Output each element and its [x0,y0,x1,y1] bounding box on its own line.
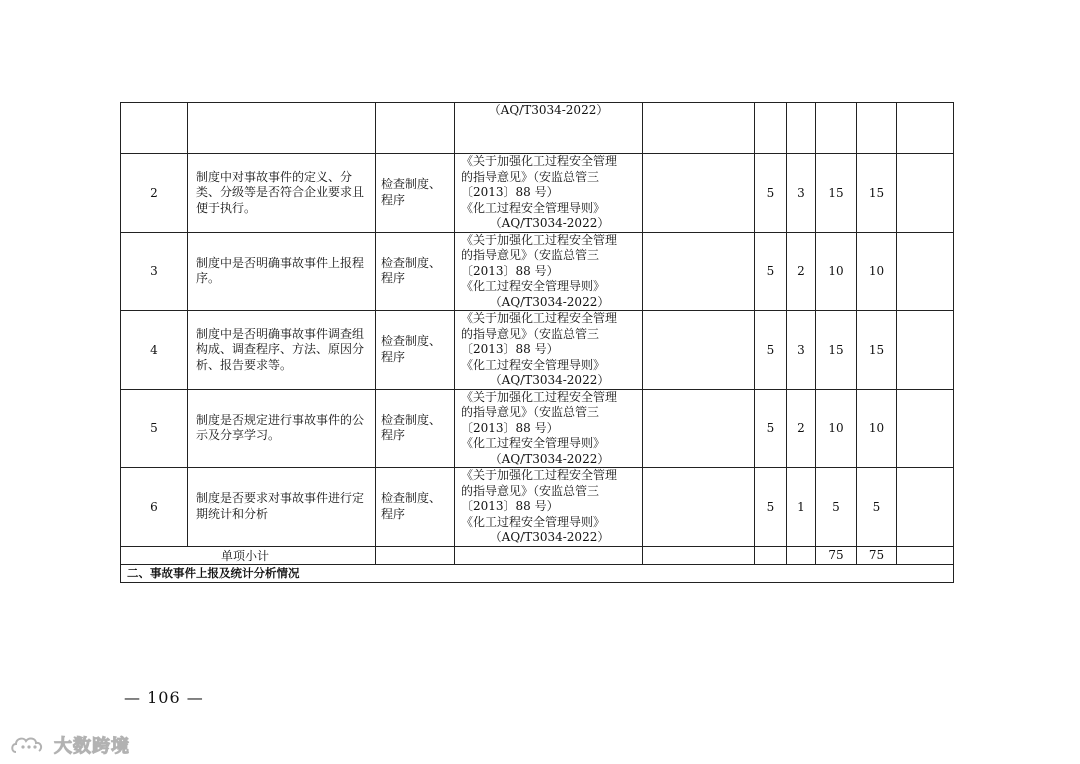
basis-line: 《关于加强化工过程安全管理 [461,389,618,404]
cell-method: 检查制度、程序 [376,311,455,390]
table-row [121,232,954,311]
basis-line: 《化工过程安全管理导则》 [461,200,606,215]
watermark [10,732,130,758]
table-row [121,389,954,468]
basis-line: 《化工过程安全管理导则》 [461,279,606,293]
cell-c1: 5 [755,389,787,468]
table-row [121,468,954,547]
cell-blank [643,154,755,233]
cell-basis [455,232,643,311]
cell-content [188,103,376,154]
basis-line: 〔2013〕88 号） [461,263,559,278]
basis-line: 《关于加强化工过程安全管理 [461,232,618,247]
cell-c3: 15 [816,311,857,390]
cell-content: 制度是否要求对事故事件进行定期统计和分析 [188,468,376,547]
cloud-logo-icon [10,734,50,756]
subtotal-row [121,546,954,564]
subtotal-c3: 75 [816,546,857,564]
cell-c4: 5 [857,468,897,547]
basis-line: 的指导意见》（安监总管三 [461,405,600,419]
basis-line: 《化工过程安全管理导则》 [461,357,606,372]
cell-c4: 10 [857,389,897,468]
cell-method: 检查制度、程序 [376,154,455,233]
cell-basis: （AQ/T3034-2022） [455,103,643,154]
cell-content: 制度中是否明确事故事件上报程序。 [188,232,376,311]
subtotal-label: 单项小计 [121,546,376,564]
basis-line: （AQ/T3034-2022） [489,373,610,387]
basis-line: 〔2013〕88 号） [461,185,559,199]
cell-c4: 15 [857,311,897,390]
cell-no: 6 [121,468,188,547]
basis-line: 〔2013〕88 号） [461,420,559,435]
evaluation-table [120,102,954,583]
basis-line: （AQ/T3034-2022） [489,216,610,230]
cell-basis [455,468,643,547]
basis-line: 《关于加强化工过程安全管理 [461,154,618,168]
cell-blank [897,468,954,547]
cell-c1: 5 [755,232,787,311]
cell-basis [455,389,643,468]
cell-c1: 5 [755,154,787,233]
cell-c3: 10 [816,232,857,311]
cell-basis [455,311,643,390]
basis-line: 《化工过程安全管理导则》 [461,514,606,529]
basis-line: 的指导意见》（安监总管三 [461,248,600,262]
cell-blank [643,468,755,547]
watermark-text: 大数跨境 [54,736,130,757]
cell-no: 3 [121,232,188,311]
cell-method: 检查制度、程序 [376,389,455,468]
basis-line: 《关于加强化工过程安全管理 [461,468,618,482]
cell-c4: 15 [857,154,897,233]
basis-line: （AQ/T3034-2022） [489,294,610,309]
cell-c3: 10 [816,389,857,468]
cell-blank [897,389,954,468]
cell-c1: 5 [755,468,787,547]
basis-line: 〔2013〕88 号） [461,499,559,513]
cell-method: 检查制度、程序 [376,232,455,311]
cell-basis [455,154,643,233]
cell-content: 制度是否规定进行事故事件的公示及分享学习。 [188,389,376,468]
cell-method [376,103,455,154]
basis-line: 的指导意见》（安监总管三 [461,169,600,184]
cell-blank [643,232,755,311]
basis-line: 《化工过程安全管理导则》 [461,436,606,450]
cell-c3: 15 [816,154,857,233]
cell-c4: 10 [857,232,897,311]
basis-line: （AQ/T3034-2022） [489,530,610,544]
cell-c2: 2 [787,389,816,468]
cell-c2: 2 [787,232,816,311]
cell-blank [643,389,755,468]
basis-line: 的指导意见》（安监总管三 [461,326,600,341]
table-row-continuation [121,103,954,154]
cell-blank [897,311,954,390]
table-row [121,311,954,390]
cell-no: 5 [121,389,188,468]
cell-blank [897,154,954,233]
section-title: 二、事故事件上报及统计分析情况 [121,564,954,582]
cell-blank [643,311,755,390]
table-row [121,154,954,233]
basis-line: （AQ/T3034-2022） [489,451,610,466]
page-number: — 106 — [124,688,204,707]
cell-no: 2 [121,154,188,233]
cell-c1: 5 [755,311,787,390]
subtotal-c4: 75 [857,546,897,564]
cell-c2: 3 [787,154,816,233]
cell-no [121,103,188,154]
basis-line: 〔2013〕88 号） [461,342,559,356]
basis-line: 的指导意见》（安监总管三 [461,483,600,498]
cell-method: 检查制度、程序 [376,468,455,547]
cell-content: 制度中对事故事件的定义、分类、分级等是否符合企业要求且便于执行。 [188,154,376,233]
cell-c2: 1 [787,468,816,547]
cell-c3: 5 [816,468,857,547]
cell-content: 制度中是否明确事故事件调查组构成、调查程序、方法、原因分析、报告要求等。 [188,311,376,390]
cell-blank [897,232,954,311]
section-header-row [121,564,954,582]
cell-no: 4 [121,311,188,390]
basis-line: 《关于加强化工过程安全管理 [461,311,618,325]
cell-c2: 3 [787,311,816,390]
